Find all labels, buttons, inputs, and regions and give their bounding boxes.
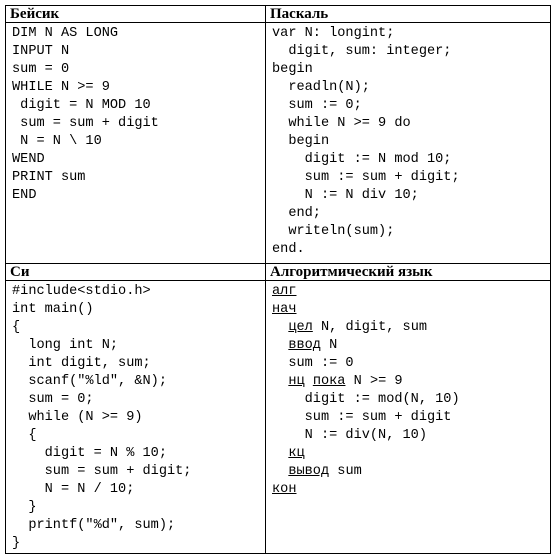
algo-keyword: ввод [288,338,321,353]
basic-code-line: INPUT N [12,44,70,59]
algo-code-line [272,283,550,301]
pascal-code-line: begin [272,134,330,149]
c-code-line: N = N / 10; [12,482,135,497]
c-code-line: } [12,500,37,515]
code-comparison-table [5,5,551,554]
basic-header: Бейсик [6,6,266,23]
c-code-line: scanf("%ld", &N); [12,374,167,389]
basic-code-line: PRINT sum [12,170,86,185]
c-code-line: } [12,536,21,551]
algo-code-text [272,446,288,461]
pascal-header: Паскаль [266,6,551,23]
algo-code-line [272,463,550,481]
pascal-code-line: digit, sum: integer; [272,44,452,59]
algo-code-line [272,409,550,427]
algo-code-text: digit := mod(N, 10) [272,392,460,407]
algo-code-line [272,337,550,355]
c-code-cell [6,281,266,554]
pascal-code-block [266,23,550,259]
c-code-line: sum = 0; [12,392,94,407]
algo-keyword: цел [288,320,313,335]
algo-code-text: N, digit, sum [312,320,428,335]
c-code-line: sum = sum + digit; [12,464,192,479]
algo-code-text [272,374,288,389]
pascal-code-line: sum := 0; [272,98,362,113]
algo-keyword: пока [312,374,346,389]
pascal-code-line: end; [272,206,321,221]
basic-code-block [6,23,265,205]
pascal-code-line: N := N div 10; [272,188,419,203]
algo-code-cell [266,281,551,554]
pascal-code-line: var N: longint; [272,26,395,41]
algo-code-text: N := div(N, 10) [272,428,427,443]
basic-code-line: WHILE N >= 9 [12,80,110,95]
algo-code-text: N [320,338,338,353]
basic-code-line: DIM N AS LONG [12,26,119,41]
pascal-code-cell [266,23,551,264]
algo-code-text [272,338,288,353]
algo-code-line [272,319,550,337]
c-code-line: long int N; [12,338,119,353]
c-code-block [6,281,265,553]
algo-keyword: алг [272,284,297,299]
algo-code-text: sum := sum + digit [272,410,452,425]
algo-keyword: нач [272,302,297,317]
algo-code-line [272,355,550,373]
algo-code-line [272,427,550,445]
pascal-code-line: digit := N mod 10; [272,152,452,167]
c-code-line: { [12,320,21,335]
pascal-code-line: writeln(sum); [272,224,395,239]
algo-code-text: sum [329,464,362,479]
basic-code-cell [6,23,266,264]
pascal-code-line: end. [272,242,305,257]
basic-code-line: N = N \ 10 [12,134,102,149]
algo-keyword: кц [288,446,305,461]
c-code-line: #include<stdio.h> [12,284,151,299]
algo-keyword: кон [272,482,297,497]
pascal-code-line: while N >= 9 do [272,116,411,131]
algo-header: Алгоритмический язык [266,264,551,281]
algo-code-text: sum := 0 [272,356,354,371]
algo-code-text: N >= 9 [345,374,403,389]
basic-code-line: WEND [12,152,45,167]
pascal-code-line: sum := sum + digit; [272,170,460,185]
c-code-line: printf("%d", sum); [12,518,176,533]
algo-code-text [305,374,313,389]
basic-code-line: END [12,188,37,203]
c-code-line: { [12,428,37,443]
pascal-code-line: begin [272,62,313,77]
c-code-line: digit = N % 10; [12,446,167,461]
algo-code-line [272,481,550,499]
algo-code-text [272,464,288,479]
c-code-line: while (N >= 9) [12,410,143,425]
pascal-code-line: readln(N); [272,80,370,95]
algo-keyword: нц [288,374,305,389]
algo-keyword: вывод [288,464,330,479]
c-code-line: int main() [12,302,94,317]
basic-code-line: digit = N MOD 10 [12,98,151,113]
algo-code-line [272,301,550,319]
c-header: Си [6,264,266,281]
basic-code-line: sum = sum + digit [12,116,159,131]
algo-code-line [272,445,550,463]
basic-code-line: sum = 0 [12,62,70,77]
algo-code-text [272,320,288,335]
algo-code-block [266,281,550,499]
algo-code-line [272,373,550,391]
c-code-line: int digit, sum; [12,356,151,371]
algo-code-line [272,391,550,409]
